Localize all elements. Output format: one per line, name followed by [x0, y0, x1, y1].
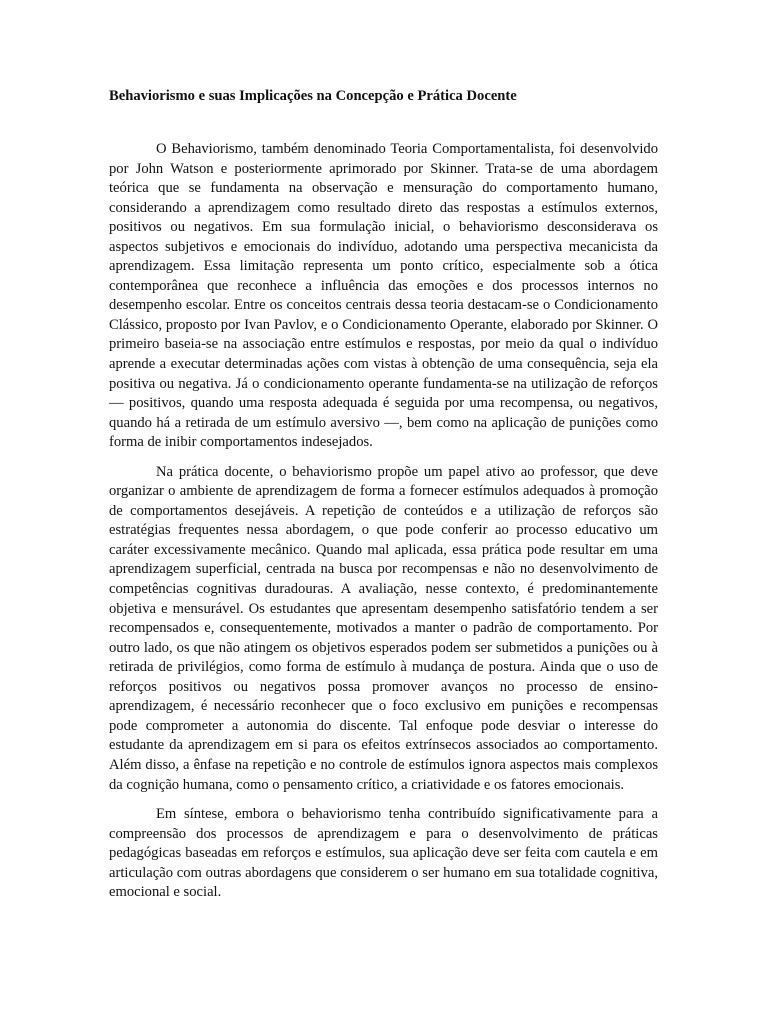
paragraph-introduction: O Behaviorismo, também denominado Teoria Comportamentalista, foi desenvolvido por John Watson e posteriormente aprimorado por Skinner. Trata-se de uma abordagem teórica que se fundamenta na observação e mensuração do comportamento humano, considerando a aprendizagem como resultado direto das respostas a estímulos externos, positivos ou negativos. Em sua formulação inicial, o behaviorismo desconsiderava os aspectos subjetivos e emocionais do indivíduo, adotando uma perspectiva mecanicista da aprendizagem. Essa limitação representa um ponto crítico, especialmente sob a ótica contemporânea que reconhece a influência das emoções e dos processos internos no desempenho escolar. Entre os conceitos centrais dessa teoria destacam-se o Condicionamento Clássico, proposto por Ivan Pavlov, e o Condicionamento Operante, elaborado por Skinner. O primeiro baseia-se na associação entre estímulos e respostas, por meio da qual o indivíduo aprende a executar determinadas ações com vistas à obtenção de uma consequência, seja ela positiva ou negativa. Já o condicionamento operante fundamenta-se na utilização de reforços — positivos, quando uma resposta adequada é seguida por uma recompensa, ou negativos, quando há a retirada de um estímulo aversivo —, bem como na aplicação de punições como forma de inibir comportamentos indesejados. — [109, 141, 658, 451]
document-title: Behaviorismo e suas Implicações na Concepção e Prática Docente — [109, 88, 517, 104]
paragraph-conclusion: Em síntese, embora o behaviorismo tenha contribuído significativamente para a compreensão dos processos de aprendizagem e para o desenvolvimento de práticas pedagógicas baseadas em reforços e estímulos, sua aplicação deve ser feita com cautela e em articulação com outras abordagens que considerem o ser humano em sua totalidade cognitiva, emocional e social. — [109, 806, 658, 901]
document-body — [109, 86, 658, 913]
paragraph-teaching-practice: Na prática docente, o behaviorismo propõe um papel ativo ao professor, que deve organizar o ambiente de aprendizagem de forma a fornecer estímulos adequados à promoção de comportamentos desejáveis. A repetição de conteúdos e a utilização de reforços são estratégias frequentes nessa abordagem, o que pode conferir ao processo educativo um caráter excessivamente mecânico. Quando mal aplicada, essa prática pode resultar em uma aprendizagem superficial, centrada na busca por recompensas e não no desenvolvimento de competências cognitivas duradouras. A avaliação, nesse contexto, é predominantemente objetiva e mensurável. Os estudantes que apresentam desempenho satisfatório tendem a ser recompensados e, consequentemente, motivados a manter o padrão de comportamento. Por outro lado, os que não atingem os objetivos esperados podem ser submetidos a punições ou à retirada de privilégios, como forma de estímulo à mudança de postura. Ainda que o uso de reforços positivos ou negativos possa promover avanços no processo de ensino-aprendizagem, é necessário reconhecer que o foco exclusivo em punições e recompensas pode comprometer a autonomia do discente. Tal enfoque pode desviar o interesse do estudante da aprendizagem em si para os efeitos extrínsecos associados ao comportamento. Além disso, a ênfase na repetição e no controle de estímulos ignora aspectos mais complexos da cognição humana, como o pensamento crítico, a criatividade e os fatores emocionais. — [109, 463, 658, 793]
